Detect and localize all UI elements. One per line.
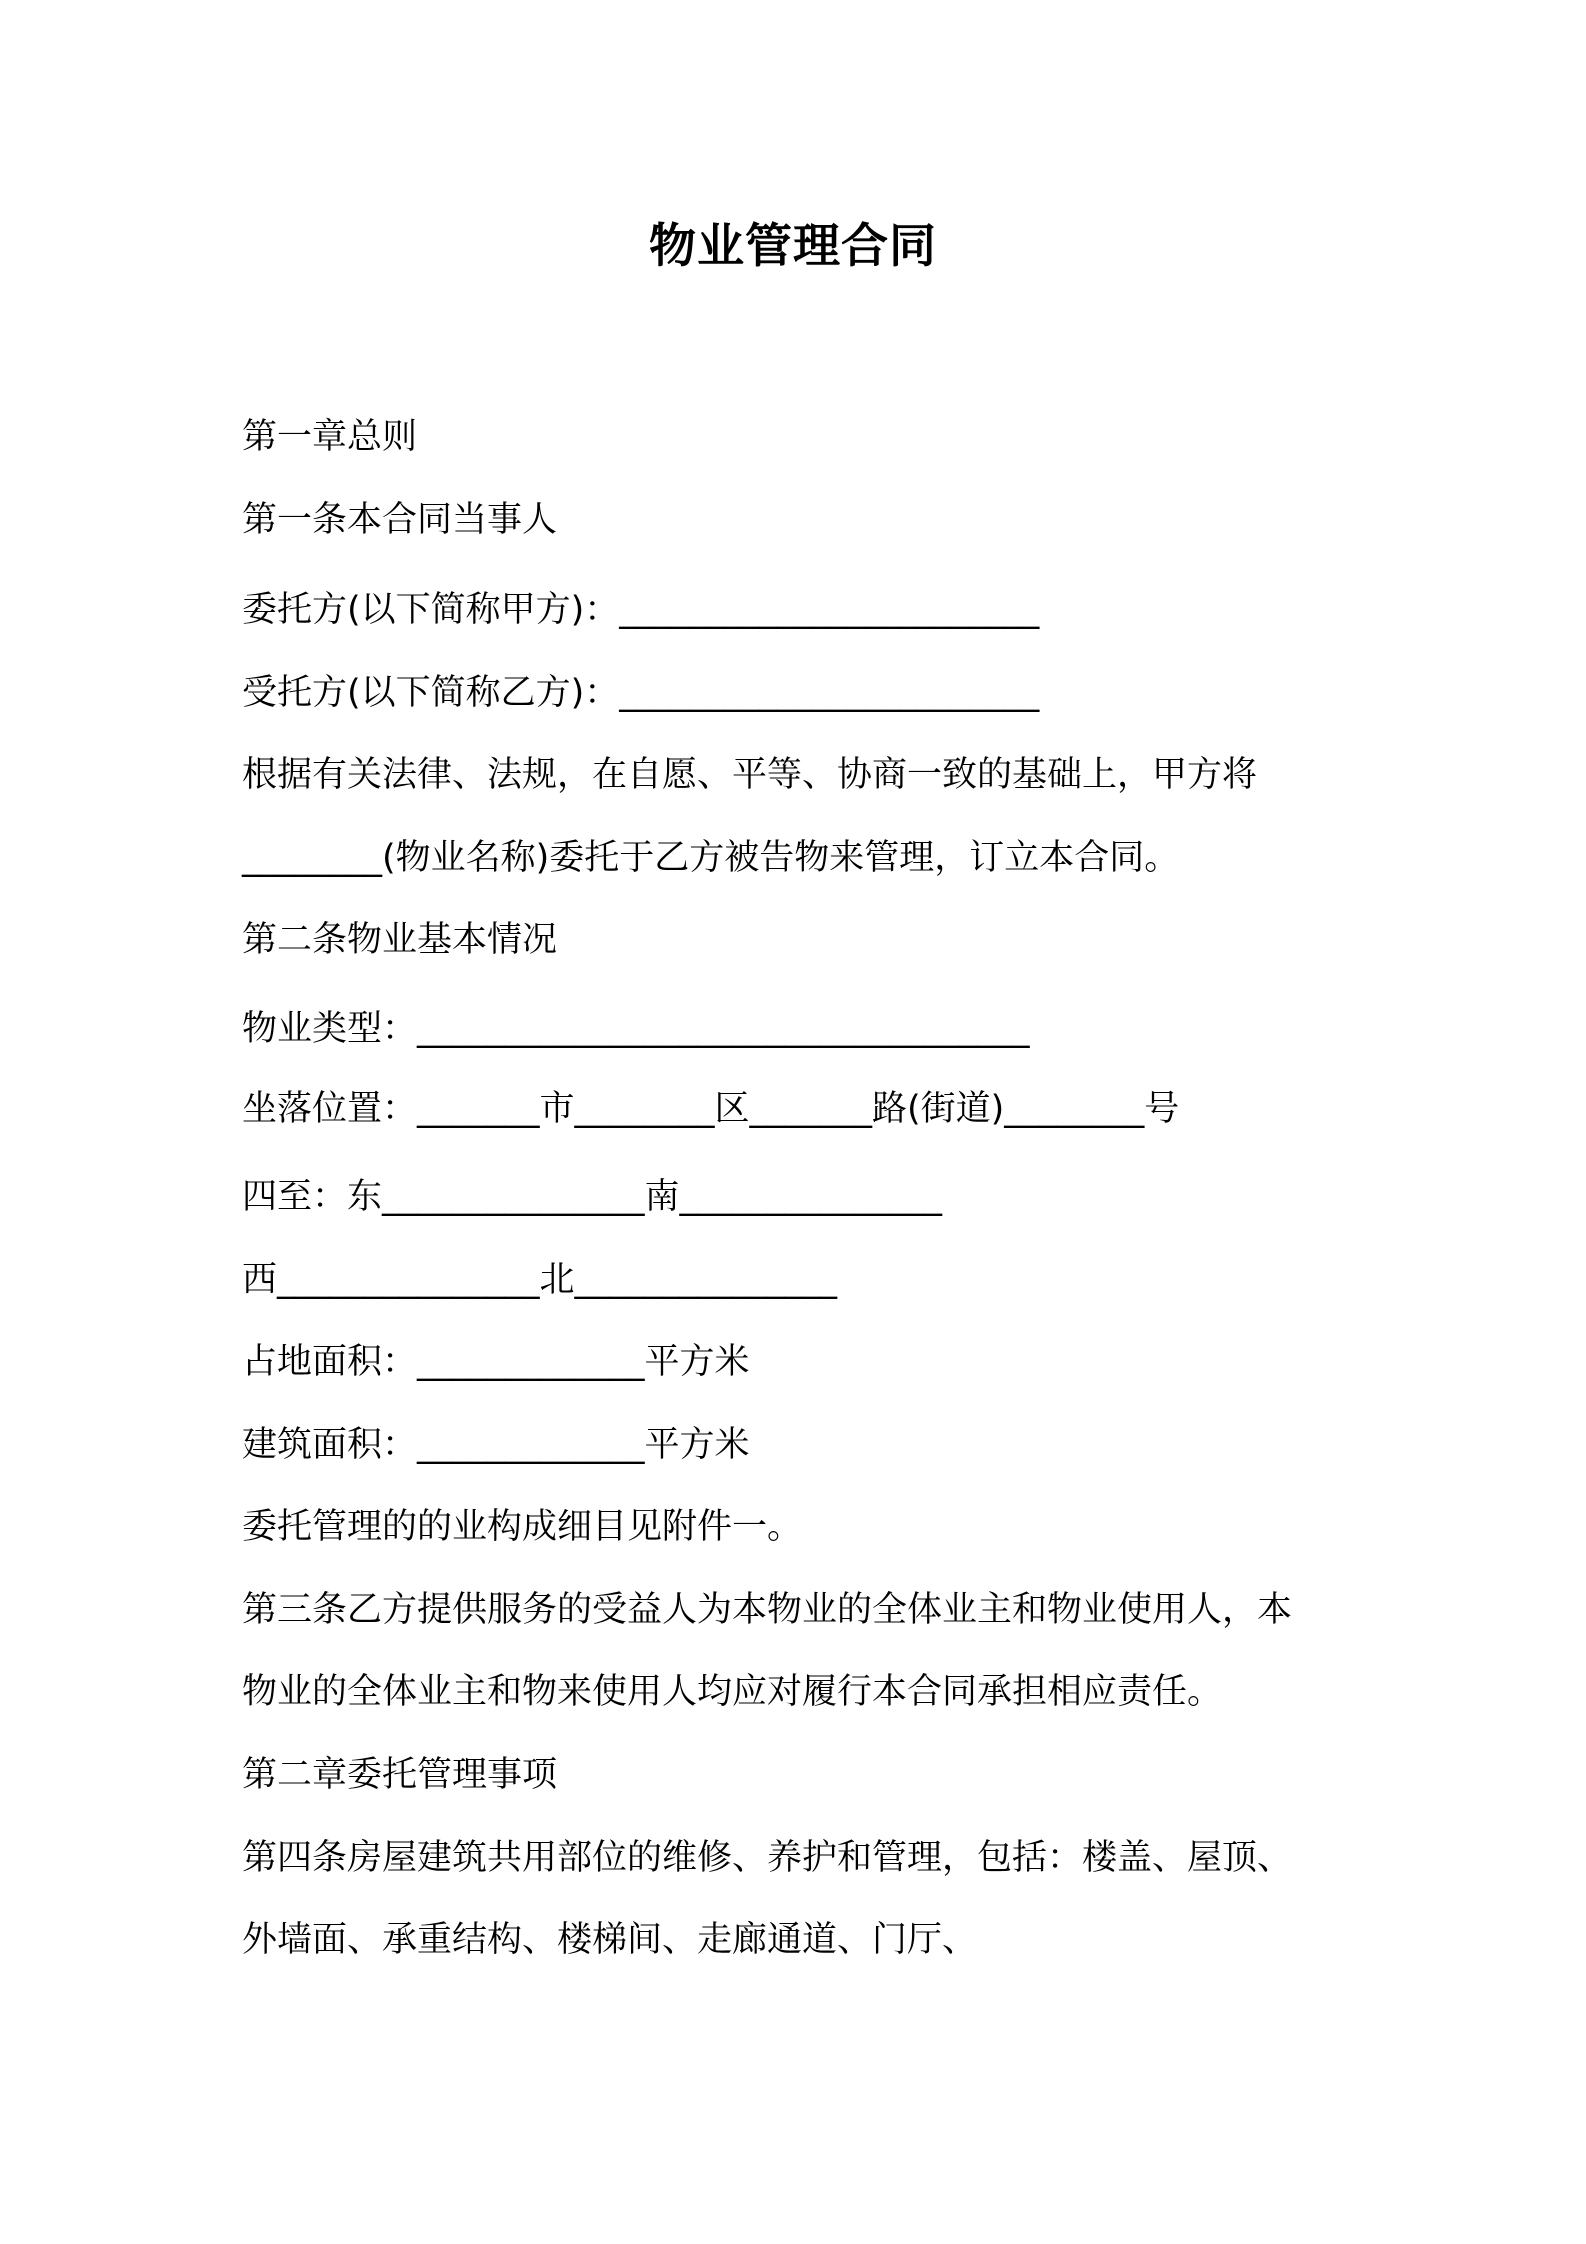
land-area-field: 占地面积：_____________平方米	[242, 1342, 750, 1382]
building-area-field: 建筑面积：_____________平方米	[242, 1425, 750, 1465]
boundary-west-north-field: 西_______________北_______________	[242, 1260, 838, 1300]
party-b-field: 受托方(以下简称乙方)：________________________	[242, 673, 1040, 713]
property-type-field: 物业类型：___________________________________	[242, 1009, 1030, 1049]
article-heading: 第一条本合同当事人	[242, 500, 558, 540]
boundary-east-south-field: 四至：东_______________南_______________	[242, 1177, 943, 1217]
paragraph-line: 物业的全体业主和物来使用人均应对履行本合同承担相应责任。	[242, 1672, 1223, 1712]
party-a-field: 委托方(以下简称甲方)：________________________	[242, 590, 1040, 630]
chapter-heading: 第一章总则	[242, 417, 418, 457]
paragraph-line: 第四条房屋建筑共用部位的维修、养护和管理，包括：楼盖、屋顶、	[242, 1838, 1293, 1878]
article-heading: 第二条物业基本情况	[242, 920, 558, 960]
location-field: 坐落位置：_______市________区_______路(街道)________号	[242, 1089, 1180, 1129]
paragraph-line: 根据有关法律、法规，在自愿、平等、协商一致的基础上，甲方将	[242, 755, 1258, 795]
document-title: 物业管理合同	[649, 219, 937, 274]
paragraph-line: 委托管理的的业构成细目见附件一。	[242, 1507, 803, 1547]
paragraph-line: ________(物业名称)委托于乙方被告物来管理，订立本合同。	[242, 838, 1180, 878]
paragraph-line: 第三条乙方提供服务的受益人为本物业的全体业主和物业使用人，本	[242, 1590, 1293, 1630]
paragraph-line: 外墙面、承重结构、楼梯间、走廊通道、门厅、	[242, 1920, 978, 1960]
chapter-heading: 第二章委托管理事项	[242, 1755, 558, 1795]
